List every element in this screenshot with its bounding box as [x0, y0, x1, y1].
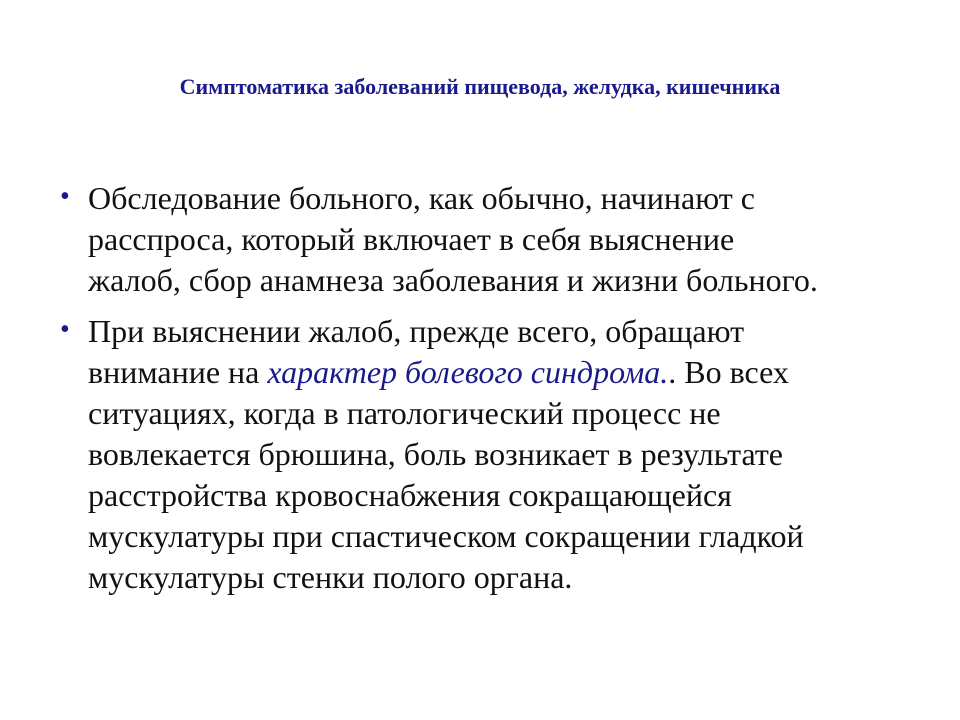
- bullet-line: вовлекается брюшина, боль возникает в результате: [88, 436, 783, 472]
- bullet-line: жалоб, сбор анамнеза заболевания и жизни больного.: [88, 262, 818, 298]
- bullet-line: расстройства кровоснабжения сокращающейся: [88, 477, 732, 513]
- bullet-line: При выяснении жалоб, прежде всего, обращают: [88, 313, 745, 349]
- bullet-item-complaints: [60, 311, 900, 598]
- emphasis-text: характер болевого синдрома.: [267, 354, 669, 390]
- bullet-line: мускулатуры при спастическом сокращении гладкой: [88, 518, 804, 554]
- bullet-line: расспроса, который включает в себя выяснение: [88, 221, 735, 257]
- bullet-line: ситуациях, когда в патологический процесс не: [88, 395, 721, 431]
- bullet-line-start: внимание на: [88, 354, 268, 390]
- bullet-icon: •: [60, 181, 70, 212]
- bullet-line-end: . Во всех: [668, 354, 789, 390]
- bullet-list: [60, 178, 900, 598]
- slide-title: Симптоматика заболеваний пищевода, желудка, кишечника: [179, 74, 781, 99]
- bullet-item-examination: [60, 178, 900, 301]
- bullet-icon: •: [60, 314, 70, 345]
- bullet-line: Обследование больного, как обычно, начинают с: [88, 180, 755, 216]
- bullet-line: мускулатуры стенки полого органа.: [88, 559, 573, 595]
